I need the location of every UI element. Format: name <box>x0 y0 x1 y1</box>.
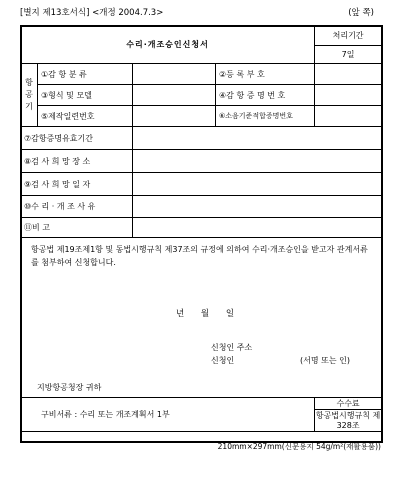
noise-cert-field[interactable] <box>315 106 382 127</box>
date-line[interactable]: 년 월 일 <box>176 309 235 319</box>
model-field[interactable] <box>133 85 216 106</box>
remarks-field[interactable] <box>133 218 382 238</box>
cert-no-field[interactable] <box>315 85 382 106</box>
aircraft-group-label <box>21 64 38 127</box>
form-title: 수리·개조승인신청서 <box>21 26 315 64</box>
form-header <box>20 6 380 20</box>
registration-label: ②등 록 부 호 <box>216 64 315 85</box>
declaration-section <box>21 238 382 398</box>
reason-field[interactable] <box>133 196 382 218</box>
declaration-statement: 항공법 제19조제1항 및 동법시행규칙 제37조의 규정에 의하여 수리·개조승인을 받고자 관계서류를 첨부하여 신청합니다. <box>31 245 368 267</box>
signature-label: (서명 또는 인) <box>300 356 350 365</box>
model-label: ③형식 및 모델 <box>38 85 133 106</box>
reason-label: ⑩수 리 · 개 조 사 유 <box>21 196 133 218</box>
processing-period-label: 처리기간 <box>315 26 382 46</box>
addressee: 지방항공청장 귀하 <box>37 383 102 392</box>
paper-spec: 210mm×297mm(신문용지 54g/m²(재활용품)) <box>217 442 381 451</box>
inspection-place-label: ⑧검 사 희 망 장 소 <box>21 150 133 173</box>
fee-value: 항공법시행규칙 제328조 <box>315 410 381 430</box>
category-field[interactable] <box>133 64 216 85</box>
applicant-address-label: 신청인 주소 <box>211 343 253 352</box>
applicant-label: 신청인 <box>211 356 235 365</box>
category-label: ①감 항 분 류 <box>38 64 133 85</box>
inspection-date-label: ⑨검 사 희 망 일 자 <box>21 173 133 196</box>
inspection-place-field[interactable] <box>133 150 382 173</box>
serial-no-field[interactable] <box>133 106 216 127</box>
form-number: [별지 제13호서식] <개정 2004.7.3> <box>20 8 164 18</box>
cert-no-label: ④감 항 증 명 번 호 <box>216 85 315 106</box>
fee-label: 수수료 <box>315 398 382 410</box>
noise-cert-label: ⑥소음기준적합증명번호 <box>216 106 315 127</box>
page-side: (앞 쪽) <box>348 8 374 18</box>
aircraft-group-text: 항공기 <box>25 78 33 111</box>
registration-field[interactable] <box>315 64 382 85</box>
attachments-note: 구비서류 : 수리 또는 개조계획서 1부 <box>21 398 315 432</box>
processing-period-value: 7일 <box>315 46 382 64</box>
serial-no-label: ⑤제작일련번호 <box>38 106 133 127</box>
remarks-label: ⑪비 고 <box>21 218 133 238</box>
validity-label: ⑦감항증명유효기간 <box>21 127 133 150</box>
application-form <box>20 25 382 432</box>
validity-field[interactable] <box>133 127 382 150</box>
inspection-date-field[interactable] <box>133 173 382 196</box>
